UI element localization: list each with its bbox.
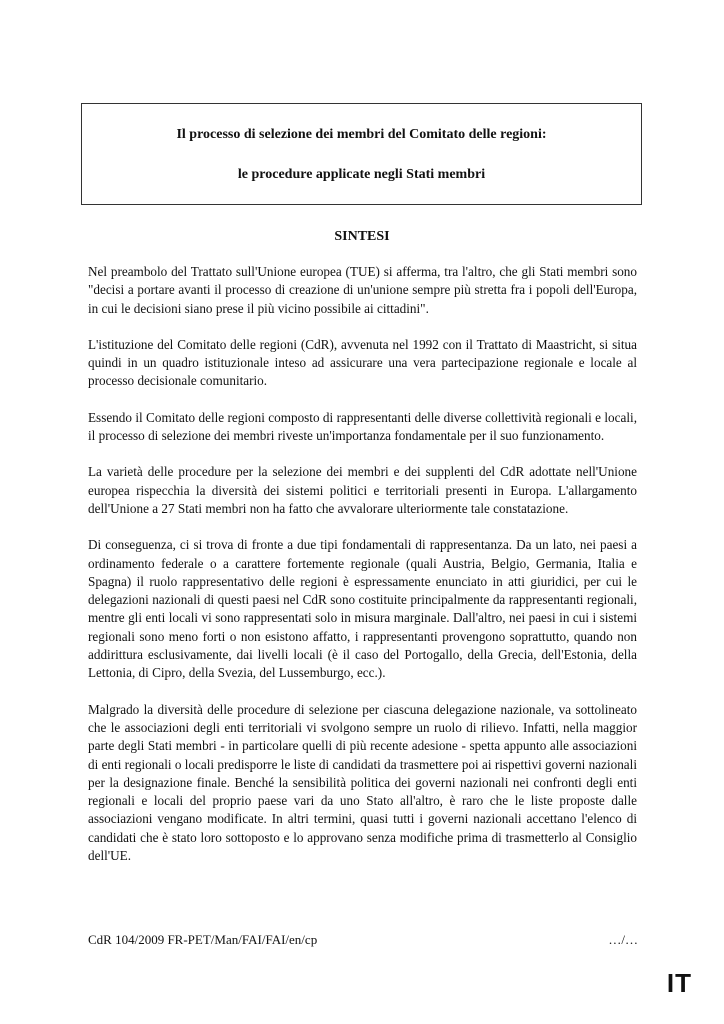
paragraph: Malgrado la diversità delle procedure di selezione per ciascuna delegazione nazionale, va sottolineato che le associazioni degli enti territoriali vi svolgono sempre un ruolo di rilievo. Infatti, nella maggior parte degli Stati membri - in particolare quelli di più recente adesione - spetta appunto alle associazioni di enti regionali o locali predisporre le liste di candidati da trasmettere poi ai rispettivi governi nazionali per la designazione finale. Benché la sensibilità politica dei governi nazionali nei confronti degli enti regionali e locali del proprio paese vari da uno Stato all'altro, è raro che le liste proposte dalle associazioni vengano modificate. In altri termini, quasi tutti i governi nazionali accettano l'elenco di candidati che è stato loro sottoposto e lo approvano senza modifiche prima di trasmetterlo al Consiglio dell'UE. — [88, 701, 637, 864]
document-subtitle: le procedure applicate negli Stati membri — [237, 167, 486, 182]
language-code: IT — [666, 968, 692, 998]
document-title: Il processo di selezione dei membri del Comitato delle regioni: — [176, 127, 547, 142]
paragraph: Nel preambolo del Trattato sull'Unione europea (TUE) si afferma, tra l'altro, che gli Stati membri sono "decisi a portare avanti il processo di creazione di un'unione sempre più stretta fra i popoli dell'Europa, in cui le decisioni siano prese il più vicino possibile ai cittadini". — [88, 264, 637, 316]
body-text — [88, 263, 637, 883]
section-heading: SINTESI — [334, 229, 390, 244]
paragraph: L'istituzione del Comitato delle regioni (CdR), avvenuta nel 1992 con il Trattato di Maastricht, si situa quindi in un quadro istituzionale inteso ad assicurare una vera partecipazione regionale e locale al processo decisionale comunitario. — [88, 336, 637, 389]
paragraph: Di conseguenza, ci si trova di fronte a due tipi fondamentali di rappresentanza. Da un lato, nei paesi a ordinamento federale o a carattere fortemente regionale (quali Austria, Belgio, Germania, Italia e Spagna) il ruolo rappresentativo delle regioni è espressamente enunciato in atti giuridici, per cui le delegazioni nazionali di questi paesi nel CdR sono costituite principalmente da rappresentanti regionali, mentre gli enti locali vi sono rappresentati solo in misura marginale. Dall'altro, nei paesi in cui i sistemi regionali sono meno forti o non esistono affatto, i rappresentanti provengono soprattutto, quando non addirittura esclusivamente, dai livelli locali (è il caso del Portogallo, della Grecia, dell'Estonia, della Lettonia, di Cipro, della Svezia, del Lussemburgo, ecc.). — [88, 537, 637, 681]
paragraph: La varietà delle procedure per la selezione dei membri e dei supplenti del CdR adottate nell'Unione europea rispecchia la diversità dei sistemi politici e territoriali presenti in Europa. L'allargamento dell'Unione a 27 Stati membri non ha fatto che avvalorare ulteriormente tale constatazione. — [88, 464, 637, 516]
footer-continuation: …/… — [608, 932, 638, 947]
title-box — [81, 103, 642, 205]
paragraph: Essendo il Comitato delle regioni composto di rappresentanti delle diverse collettività regionali e locali, il processo di selezione dei membri riveste un'importanza fondamentale per il suo funzionamento. — [88, 409, 637, 444]
footer-reference: CdR 104/2009 FR-PET/Man/FAI/FAI/en/cp — [88, 932, 318, 947]
